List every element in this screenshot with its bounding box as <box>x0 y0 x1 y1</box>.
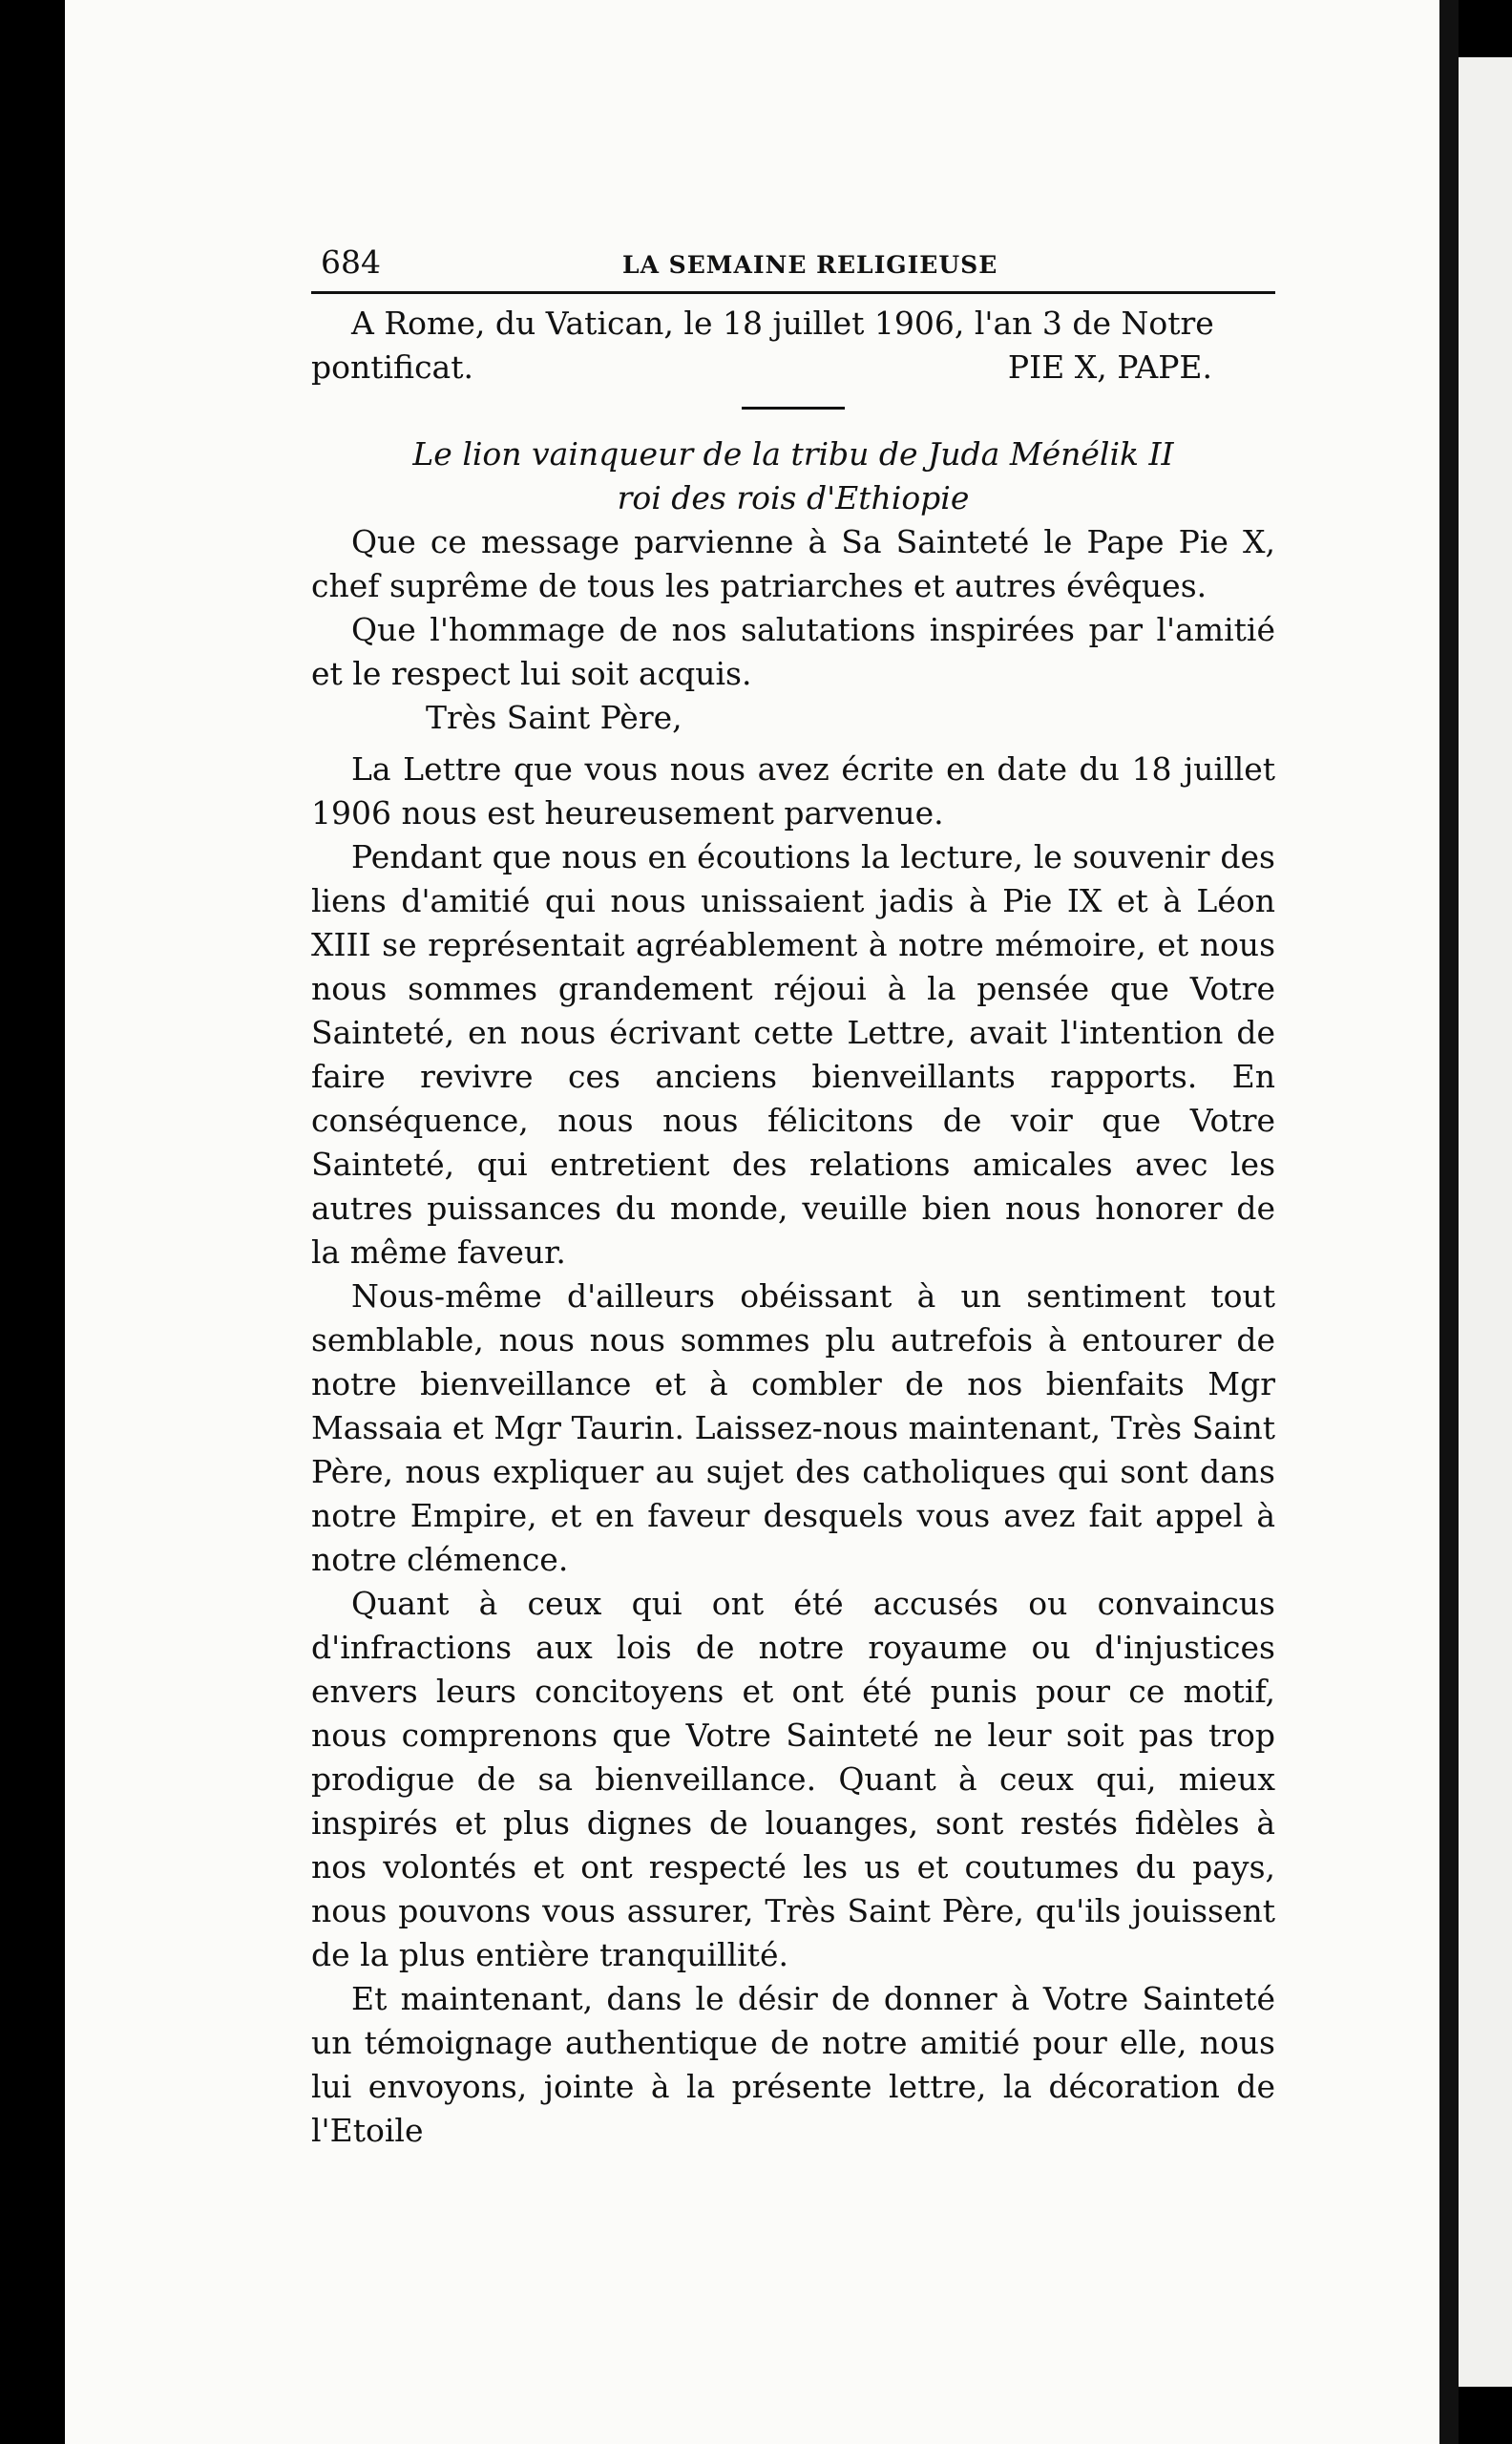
page-text-block <box>311 234 1275 2153</box>
paragraph-5: Nous-même d'ailleurs obéissant à un sentiment tout semblable, nous nous sommes plu autrefois à entourer de notre bienveillance et à combler de nos bienfaits Mgr Massaia et Mgr Taurin. Laissez-nous maintenant, Très Saint Père, nous expliquer au sujet des catholiques qui sont dans notre Empire, et en faveur desquels vous avez fait appel à notre clémence. <box>311 1277 1275 1578</box>
paragraph-7: Et maintenant, dans le désir de donner à Votre Sainteté un témoignage authentique de notre amitié pour elle, nous lui envoyons, jointe à la présente lettre, la décoration de l'Etoile <box>311 1980 1275 2149</box>
running-title: LA SEMAINE RELIGIEUSE <box>622 251 998 279</box>
section-divider <box>742 407 845 410</box>
letter-heading-line-2: roi des rois d'Ethiopie <box>617 479 970 516</box>
paragraph-2: Que l'hommage de nos salutations inspirées par l'amitié et le respect lui soit acquis. <box>311 611 1275 692</box>
adjacent-page-edge <box>1459 57 1512 2387</box>
paragraph-4: Pendant que nous en écoutions la lecture, le souvenir des liens d'amitié qui nous unissaient jadis à Pie IX et à Léon XIII se représentait agréablement à notre mémoire, et nous nous sommes grandement réjoui à la pensée que Votre Sainteté, en nous écrivant cette Lettre, avait l'intention de faire revivre ces anciens bienveillants rapports. En conséquence, nous nous félicitons de voir que Votre Sainteté, qui entretient des relations amicales avec les autres puissances du monde, veuille bien nous honorer de la même faveur. <box>311 838 1275 1271</box>
letter-heading-line-1: Le lion vainqueur de la tribu de Juda Ménélik II <box>412 435 1174 473</box>
papal-signature: PIE X, PAPE. <box>1007 348 1212 386</box>
running-head <box>311 234 1275 282</box>
paragraph-1: Que ce message parvienne à Sa Sainteté le Pape Pie X, chef suprême de tous les patriarches et autres évêques. <box>311 523 1275 604</box>
salutation: Très Saint Père, <box>426 699 682 736</box>
page-gutter <box>1439 0 1459 2444</box>
header-rule <box>311 291 1275 294</box>
signature-line <box>311 346 1275 390</box>
paragraph-6: Quant à ceux qui ont été accusés ou convaincus d'infractions aux lois de notre royaume ou d'injustices envers leurs concitoyens et ont été punis pour ce motif, nous comprenons que Votre Sainteté ne leur soit pas trop prodigue de sa bienveillance. Quant à ceux qui, mieux inspirés et plus dignes de louanges, sont restés fidèles à nos volontés et ont respecté les us et coutumes du pays, nous pouvons vous assurer, Très Saint Père, qu'ils jouissent de la plus entière tranquillité. <box>311 1585 1275 1973</box>
date-line: A Rome, du Vatican, le 18 juillet 1906, l'an 3 de Notre <box>351 305 1214 342</box>
page-number: 684 <box>321 243 381 281</box>
paragraph-3: La Lettre que vous nous avez écrite en date du 18 juillet 1906 nous est heureusement parvenue. <box>311 750 1275 832</box>
pontificat-text: pontificat. <box>311 348 473 386</box>
